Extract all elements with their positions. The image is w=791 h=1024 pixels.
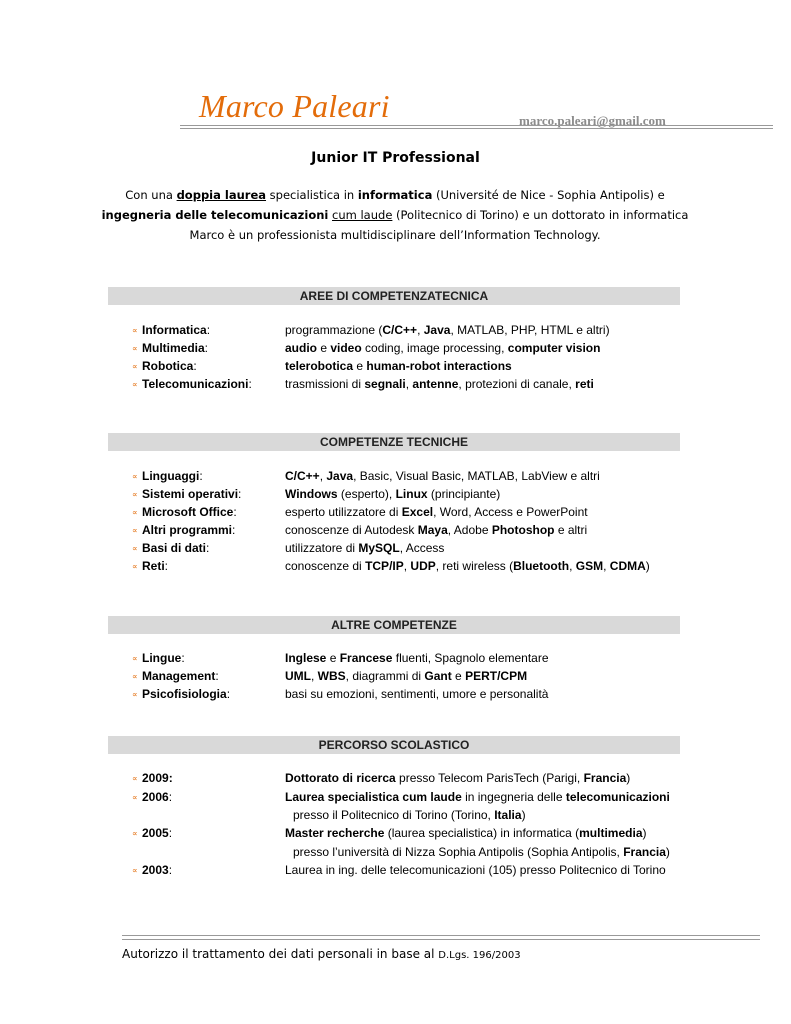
bullet-icon: ∝ xyxy=(132,671,138,681)
item-label: Lingue: xyxy=(142,651,185,665)
footer-consent xyxy=(122,947,521,961)
item-label: Robotica: xyxy=(142,359,197,373)
list-item xyxy=(132,861,692,879)
item-value: Laurea specialistica cum laude in ingegneria delle telecomunicazioni xyxy=(285,790,670,804)
item-value: basi su emozioni, sentimenti, umore e personalità xyxy=(285,687,549,701)
item-value: utilizzatore di MySQL, Access xyxy=(285,541,445,555)
list-item xyxy=(132,467,692,485)
candidate-name: Marco Paleari xyxy=(199,88,390,124)
bullet-icon: ∝ xyxy=(132,379,138,389)
bullet-icon: ∝ xyxy=(132,792,138,802)
intro-text: ingegneria delle telecomunicazioni xyxy=(101,208,329,222)
item-value: Master recherche (laurea specialistica) in informatica (multimedia) xyxy=(285,826,647,840)
footer-rule xyxy=(122,935,760,940)
list-item xyxy=(132,557,692,575)
list-item xyxy=(132,321,692,339)
list-item xyxy=(132,521,692,539)
intro-text: specialistica in xyxy=(266,188,358,202)
header-rule-2 xyxy=(180,128,773,129)
item-value: Inglese e Francese fluenti, Spagnolo elementare xyxy=(285,651,549,665)
item-label: Management: xyxy=(142,669,219,683)
item-value: programmazione (C/C++, Java, MATLAB, PHP, HTML e altri) xyxy=(285,323,610,337)
item-label: Linguaggi: xyxy=(142,469,203,483)
list-item xyxy=(132,649,692,667)
bullet-icon: ∝ xyxy=(132,828,138,838)
bullet-icon: ∝ xyxy=(132,865,138,875)
item-label: 2003: xyxy=(142,863,173,877)
list-item xyxy=(132,503,692,521)
list-item xyxy=(132,375,692,393)
footer-law: D.Lgs. 196/2003 xyxy=(438,950,521,961)
item-value: UML, WBS, diagrammi di Gant e PERT/CPM xyxy=(285,669,528,683)
item-label: Psicofisiologia: xyxy=(142,687,231,701)
item-label: Sistemi operativi: xyxy=(142,487,242,501)
bullet-icon: ∝ xyxy=(132,361,138,371)
bullet-icon: ∝ xyxy=(132,343,138,353)
section-header-aree: AREE DI COMPETENZATECNICA xyxy=(108,287,680,305)
header-rule xyxy=(180,125,773,126)
list-item xyxy=(132,339,692,357)
item-value: Windows (esperto), Linux (principiante) xyxy=(285,487,501,501)
item-label: Basi di dati: xyxy=(142,541,210,555)
item-label: Telecomunicazioni: xyxy=(142,377,252,391)
bullet-icon: ∝ xyxy=(132,471,138,481)
item-label: Altri programmi: xyxy=(142,523,236,537)
bullet-icon: ∝ xyxy=(132,489,138,499)
intro-text: Con una xyxy=(125,188,177,202)
intro-text: (Politecnico di Torino) e un dottorato in informatica xyxy=(392,208,689,222)
bullet-icon: ∝ xyxy=(132,561,138,571)
bullet-icon: ∝ xyxy=(132,773,138,783)
list-item xyxy=(132,539,692,557)
item-value: trasmissioni di segnali, antenne, protezioni di canale, reti xyxy=(285,377,594,391)
section-header-altre: ALTRE COMPETENZE xyxy=(108,616,680,634)
bullet-icon: ∝ xyxy=(132,543,138,553)
intro-text: cum laude xyxy=(332,208,393,222)
list-item xyxy=(132,667,692,685)
item-value: Dottorato di ricerca presso Telecom ParisTech (Parigi, Francia) xyxy=(285,771,631,785)
intro-text: informatica xyxy=(357,188,433,202)
intro-paragraph xyxy=(95,185,695,245)
list-item xyxy=(132,685,692,703)
list-item xyxy=(132,357,692,375)
email-address[interactable]: marco.paleari@gmail.com xyxy=(519,113,666,128)
item-label: Reti: xyxy=(142,559,169,573)
list-item xyxy=(132,769,692,787)
intro-text: Marco è un professionista multidisciplinare dell’Information Technology. xyxy=(189,228,601,242)
item-label: 2009: xyxy=(142,771,173,785)
item-value: telerobotica e human-robot interactions xyxy=(285,359,512,373)
section-header-percorso: PERCORSO SCOLASTICO xyxy=(108,736,680,754)
bullet-icon: ∝ xyxy=(132,507,138,517)
bullet-icon: ∝ xyxy=(132,689,138,699)
item-label: Microsoft Office: xyxy=(142,505,237,519)
footer-text: Autorizzo il trattamento dei dati personali in base al xyxy=(122,947,439,961)
job-title: Junior IT Professional xyxy=(311,150,480,166)
item-label: Multimedia: xyxy=(142,341,209,355)
list-item xyxy=(132,485,692,503)
item-value: audio e video coding, image processing, computer vision xyxy=(285,341,601,355)
item-label: 2005: xyxy=(142,826,173,840)
list-item xyxy=(132,788,692,806)
item-value: Laurea in ing. delle telecomunicazioni (105) presso Politecnico di Torino xyxy=(285,863,666,877)
intro-text: doppia laurea xyxy=(176,188,267,202)
bullet-icon: ∝ xyxy=(132,325,138,335)
list-item xyxy=(132,824,692,842)
intro-text: (Université de Nice - Sophia Antipolis) e xyxy=(432,188,665,202)
item-value: conoscenze di TCP/IP, UDP, reti wireless (Bluetooth, GSM, CDMA) xyxy=(285,559,650,573)
section-header-tecniche: COMPETENZE TECNICHE xyxy=(108,433,680,451)
item-value: esperto utilizzatore di Excel, Word, Access e PowerPoint xyxy=(285,505,588,519)
item-label: 2006: xyxy=(142,790,173,804)
item-continuation: presso il Politecnico di Torino (Torino, Italia) xyxy=(293,808,526,822)
item-value: conoscenze di Autodesk Maya, Adobe Photoshop e altri xyxy=(285,523,588,537)
item-continuation: presso l’università di Nizza Sophia Antipolis (Sophia Antipolis, Francia) xyxy=(293,845,670,859)
item-value: C/C++, Java, Basic, Visual Basic, MATLAB, LabView e altri xyxy=(285,469,600,483)
bullet-icon: ∝ xyxy=(132,653,138,663)
item-label: Informatica: xyxy=(142,323,211,337)
bullet-icon: ∝ xyxy=(132,525,138,535)
